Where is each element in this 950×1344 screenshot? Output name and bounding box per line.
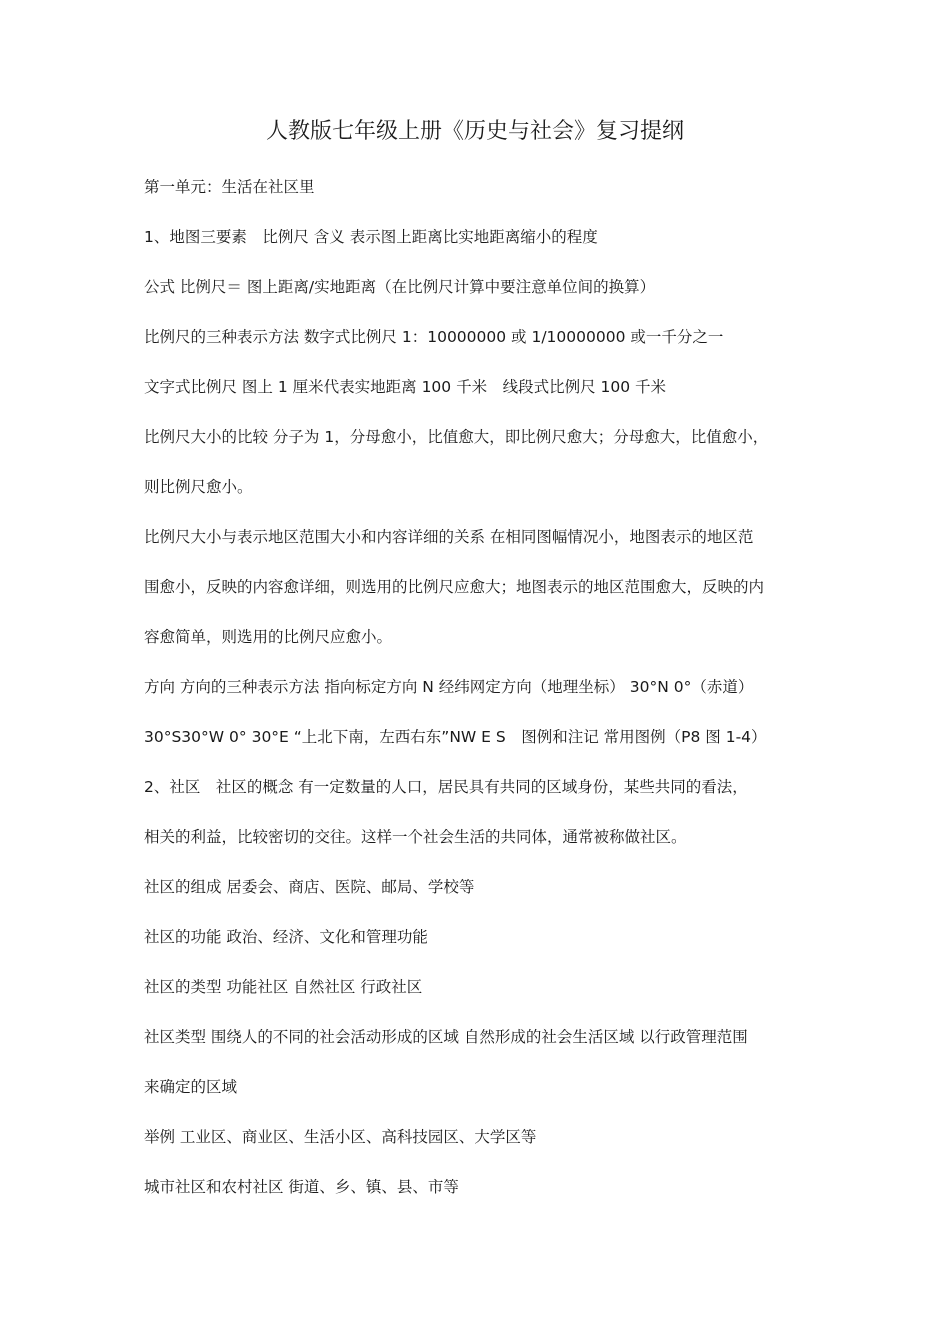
text-line: 相关的利益，比较密切的交往。这样一个社会生活的共同体，通常被称做社区。 — [144, 828, 687, 846]
text-line: 比例尺大小的比较 分子为 1，分母愈小，比值愈大，即比例尺愈大；分母愈大，比值愈小， — [144, 428, 769, 446]
text-line: 30°S30°W 0° 30°E “上北下南，左西右东”NW E S 图例和注记 常用图例（P8 图 1-4） — [144, 728, 767, 746]
text-line: 容愈简单，则选用的比例尺应愈小。 — [144, 628, 393, 646]
text-line: 社区的组成 居委会、商店、医院、邮局、学校等 — [144, 878, 475, 896]
text-line: 则比例尺愈小。 — [144, 478, 253, 496]
text-line: 社区类型 围绕人的不同的社会活动形成的区域 自然形成的社会生活区域 以行政管理范围 — [144, 1028, 748, 1046]
text-line: 城市社区和农村社区 街道、乡、镇、县、市等 — [144, 1178, 459, 1196]
text-line: 比例尺的三种表示方法 数字式比例尺 1：10000000 或 1/10000000 或一千分之一 — [144, 328, 724, 346]
text-line: 文字式比例尺 图上 1 厘米代表实地距离 100 千米 线段式比例尺 100 千米 — [144, 378, 667, 396]
text-line: 举例 工业区、商业区、生活小区、高科技园区、大学区等 — [144, 1128, 537, 1146]
text-line: 公式 比例尺＝ 图上距离/实地距离（在比例尺计算中要注意单位间的换算） — [144, 278, 656, 296]
text-line: 1、地图三要素 比例尺 含义 表示图上距离比实地距离缩小的程度 — [144, 228, 598, 246]
text-line: 围愈小，反映的内容愈详细，则选用的比例尺应愈大；地图表示的地区范围愈大，反映的内 — [144, 578, 765, 596]
text-line: 第一单元：生活在社区里 — [144, 178, 315, 196]
text-line: 来确定的区域 — [144, 1078, 238, 1096]
document-body — [144, 174, 824, 1224]
text-line: 比例尺大小与表示地区范围大小和内容详细的关系 在相同图幅情况小，地图表示的地区范 — [144, 528, 754, 546]
text-line: 社区的功能 政治、经济、文化和管理功能 — [144, 928, 428, 946]
document-title: 人教版七年级上册《历史与社会》复习提纲 — [265, 119, 684, 144]
text-line: 2、社区 社区的概念 有一定数量的人口，居民具有共同的区域身份，某些共同的看法， — [144, 778, 748, 796]
text-line: 方向 方向的三种表示方法 指向标定方向 N 经纬网定方向（地理坐标） 30°N 0°（赤道） — [144, 678, 754, 696]
text-line: 社区的类型 功能社区 自然社区 行政社区 — [144, 978, 423, 996]
